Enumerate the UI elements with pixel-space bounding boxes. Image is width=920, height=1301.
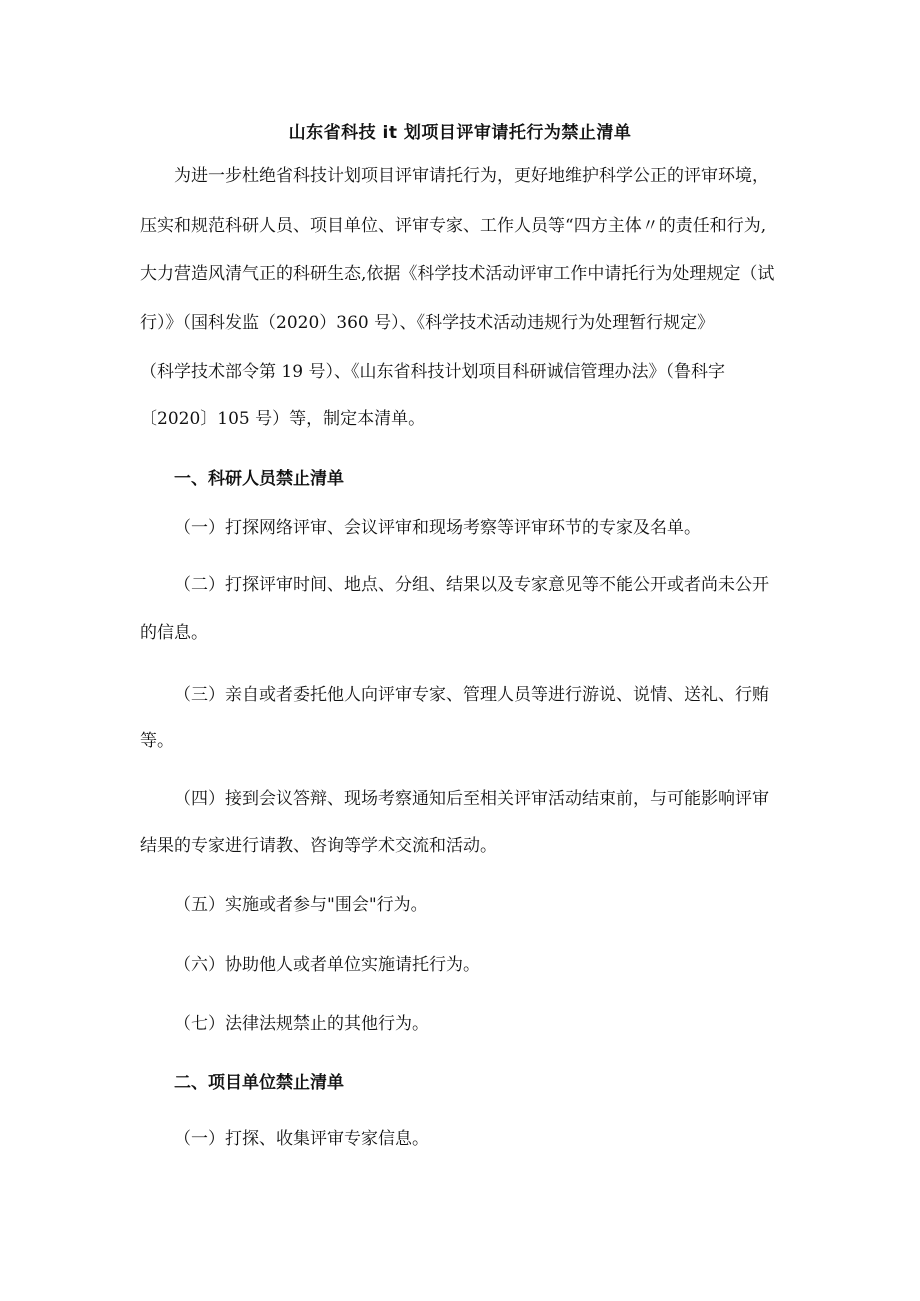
list-item: （七）法律法规禁止的其他行为。	[174, 1014, 429, 1034]
list-item: （五）实施或者参与"围会"行为。	[174, 895, 428, 915]
list-item-continuation: 的信息。	[140, 623, 208, 643]
section-heading-project-units: 二、项目单位禁止清单	[174, 1073, 344, 1093]
intro-line: 行）》（国科发监（2020）360 号）、《科学技术活动违规行为处理暂行规定》	[140, 313, 715, 333]
list-item: （六）协助他人或者单位实施请托行为。	[174, 955, 480, 975]
intro-line: 大力营造风清气正的科研生态,依据《科学技术活动评审工作中请托行为处理规定（试	[140, 264, 775, 284]
section-heading-researchers: 一、科研人员禁止清单	[174, 469, 344, 489]
list-item: （四）接到会议答辩、现场考察通知后至相关评审活动结束前，与可能影响评审	[174, 789, 769, 809]
document-title: 山东省科技 it 划项目评审请托行为禁止清单	[288, 123, 632, 143]
intro-line: 压实和规范科研人员、项目单位、评审专家、工作人员等“四方主体〃的责任和行为,	[140, 216, 767, 236]
list-item: （一）打探网络评审、会议评审和现场考察等评审环节的专家及名单。	[174, 518, 701, 538]
list-item: （一）打探、收集评审专家信息。	[174, 1129, 429, 1149]
intro-line: （科学技术部令第 19 号）、《山东省科技计划项目科研诚信管理办法》（鲁科字	[140, 362, 725, 382]
list-item: （二）打探评审时间、地点、分组、结果以及专家意见等不能公开或者尚未公开	[174, 575, 769, 595]
list-item: （三）亲自或者委托他人向评审专家、管理人员等进行游说、说情、送礼、行贿	[174, 685, 769, 705]
list-item-continuation: 结果的专家进行请教、咨询等学术交流和活动。	[140, 836, 497, 856]
list-item-continuation: 等。	[140, 731, 174, 751]
intro-line: 为进一步杜绝省科技计划项目评审请托行为，更好地维护科学公正的评审环境，	[174, 166, 769, 186]
intro-line: 〔2020〕105 号）等，制定本清单。	[140, 409, 426, 429]
